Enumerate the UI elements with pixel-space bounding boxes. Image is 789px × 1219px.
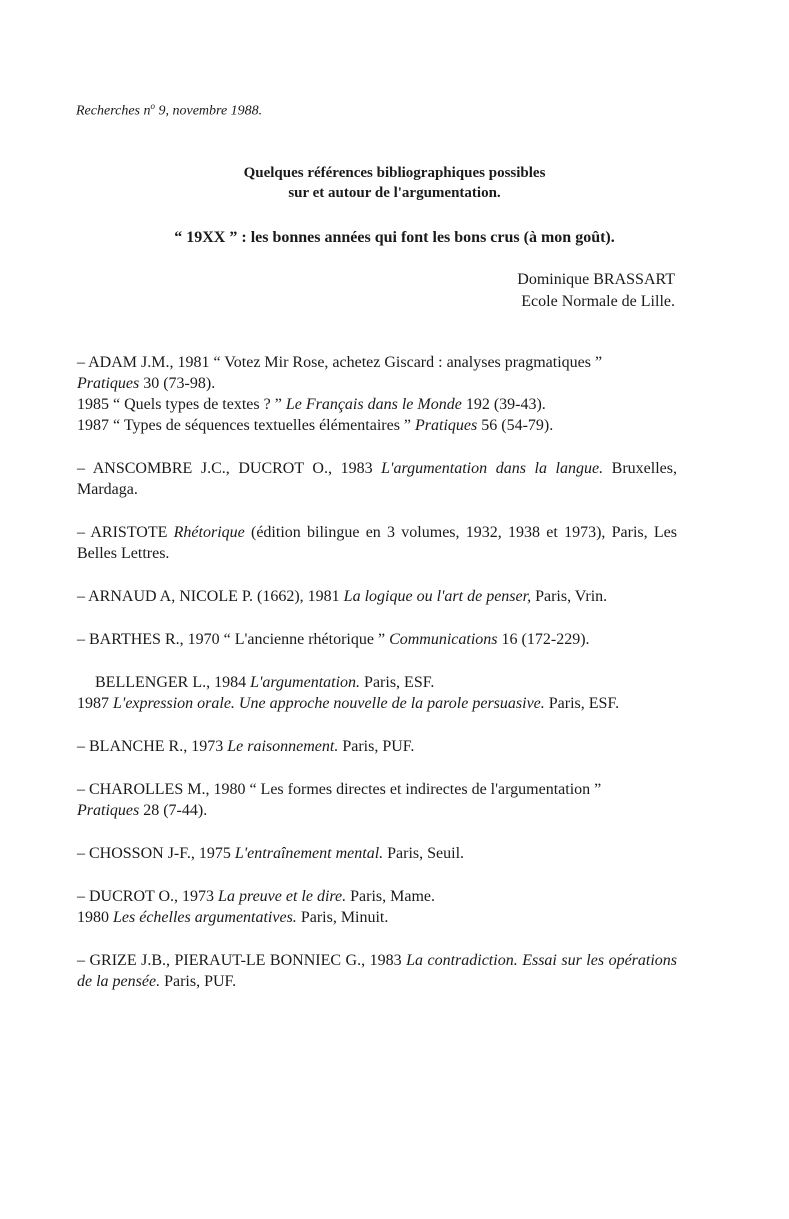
reference-ducrot: [77, 886, 677, 928]
reference-barthes: [77, 629, 677, 650]
reference-anscombre: [77, 458, 677, 500]
reference-details: Paris, ESF.: [544, 695, 620, 712]
journal-title: Pratiques: [415, 417, 478, 434]
reference-details: – ARNAUD A, NICOLE P. (1662), 1981: [77, 588, 344, 605]
reference-text: [77, 672, 677, 693]
journal-title: Le Français dans le Monde: [285, 396, 462, 413]
book-title: L'argumentation dans la langue.: [381, 460, 604, 477]
reference-details: Bruxelles, Mardaga.: [77, 460, 677, 498]
reference-details: 56 (54-79).: [477, 417, 554, 434]
reference-details: Paris, PUF.: [160, 973, 237, 990]
reference-text: [77, 886, 677, 907]
reference-details: 1987: [77, 695, 113, 712]
reference-text: [77, 693, 677, 714]
author-block: [517, 269, 675, 313]
header-suffix: 9, novembre 1988.: [155, 103, 263, 119]
reference-details: 1985 “ Quels types de textes ? ”: [77, 396, 286, 413]
reference-bellenger: [77, 672, 677, 714]
title-line-1: Quelques références bibliographiques possibles: [243, 165, 546, 181]
reference-text: [77, 373, 677, 394]
reference-details: – ARISTOTE: [77, 524, 174, 541]
reference-details: Paris, Minuit.: [296, 909, 389, 926]
page-title: [0, 163, 789, 203]
reference-details: Paris, PUF.: [338, 738, 415, 755]
reference-text: [77, 394, 677, 415]
reference-details: 192 (39-43).: [461, 396, 546, 413]
book-title: Les échelles argumentatives.: [113, 909, 297, 926]
book-title: L'entraînement mental.: [234, 845, 384, 862]
journal-title: Pratiques: [77, 802, 140, 819]
book-title: Le raisonnement.: [227, 738, 339, 755]
author-name: Dominique BRASSART: [517, 271, 675, 288]
journal-title: Pratiques: [77, 375, 140, 392]
book-title: La contradiction. Essai sur les opérations de la pensée.: [77, 952, 678, 990]
reference-details: – CHOSSON J-F., 1975: [77, 845, 235, 862]
book-title: L'expression orale. Une approche nouvelle de la parole persuasive.: [113, 695, 545, 712]
reference-grize: [77, 950, 677, 992]
book-title: La preuve et le dire.: [218, 888, 347, 905]
header-prefix: Recherches n: [76, 103, 151, 119]
reference-details: 30 (73-98).: [139, 375, 216, 392]
reference-text: [77, 800, 677, 821]
reference-blanche: [77, 736, 677, 757]
reference-details: (édition bilingue en 3 volumes, 1932, 1938 et 1973), Paris, Les Belles Lettres.: [77, 524, 677, 562]
reference-details: – ANSCOMBRE J.C., DUCROT O., 1983: [77, 460, 382, 477]
header-superscript: o: [150, 101, 155, 111]
reference-text: [77, 907, 677, 928]
book-title: La logique ou l'art de penser,: [343, 588, 532, 605]
reference-aristote: [77, 522, 677, 564]
reference-details: 28 (7-44).: [139, 802, 208, 819]
title-line-2: sur et autour de l'argumentation.: [288, 185, 501, 201]
reference-arnaud: [77, 586, 677, 607]
reference-details: Paris, Mame.: [346, 888, 436, 905]
book-title: L'argumentation.: [250, 674, 361, 691]
journal-title: Communications: [389, 631, 498, 648]
reference-details: Paris, Vrin.: [531, 588, 608, 605]
reference-details: BELLENGER L., 1984: [95, 674, 251, 691]
reference-charolles: [77, 779, 677, 821]
reference-details: 1980: [77, 909, 113, 926]
reference-text: – CHAROLLES M., 1980 “ Les formes directes et indirectes de l'argumentation ”: [77, 781, 602, 798]
reference-chosson: [77, 843, 677, 864]
author-institution: Ecole Normale de Lille.: [521, 293, 675, 310]
reference-details: – DUCROT O., 1973: [77, 888, 219, 905]
reference-details: 1987 “ Types de séquences textuelles élémentaires ”: [77, 417, 416, 434]
reference-details: Paris, Seuil.: [383, 845, 465, 862]
reference-text: – ADAM J.M., 1981 “ Votez Mir Rose, achetez Giscard : analyses pragmatiques ”: [77, 354, 603, 371]
journal-header: [76, 101, 262, 120]
reference-details: Paris, ESF.: [360, 674, 435, 691]
reference-details: – BLANCHE R., 1973: [77, 738, 228, 755]
reference-details: 16 (172-229).: [497, 631, 590, 648]
reference-details: – GRIZE J.B., PIERAUT-LE BONNIEC G., 1983: [77, 952, 407, 969]
reference-details: – BARTHES R., 1970 “ L'ancienne rhétorique ”: [77, 631, 390, 648]
reference-adam: [77, 352, 677, 436]
book-title: Rhétorique: [173, 524, 245, 541]
page-subtitle: “ 19XX ” : les bonnes années qui font les bons crus (à mon goût).: [174, 229, 615, 246]
reference-text: [77, 415, 677, 436]
bibliography-list: [77, 352, 677, 1014]
